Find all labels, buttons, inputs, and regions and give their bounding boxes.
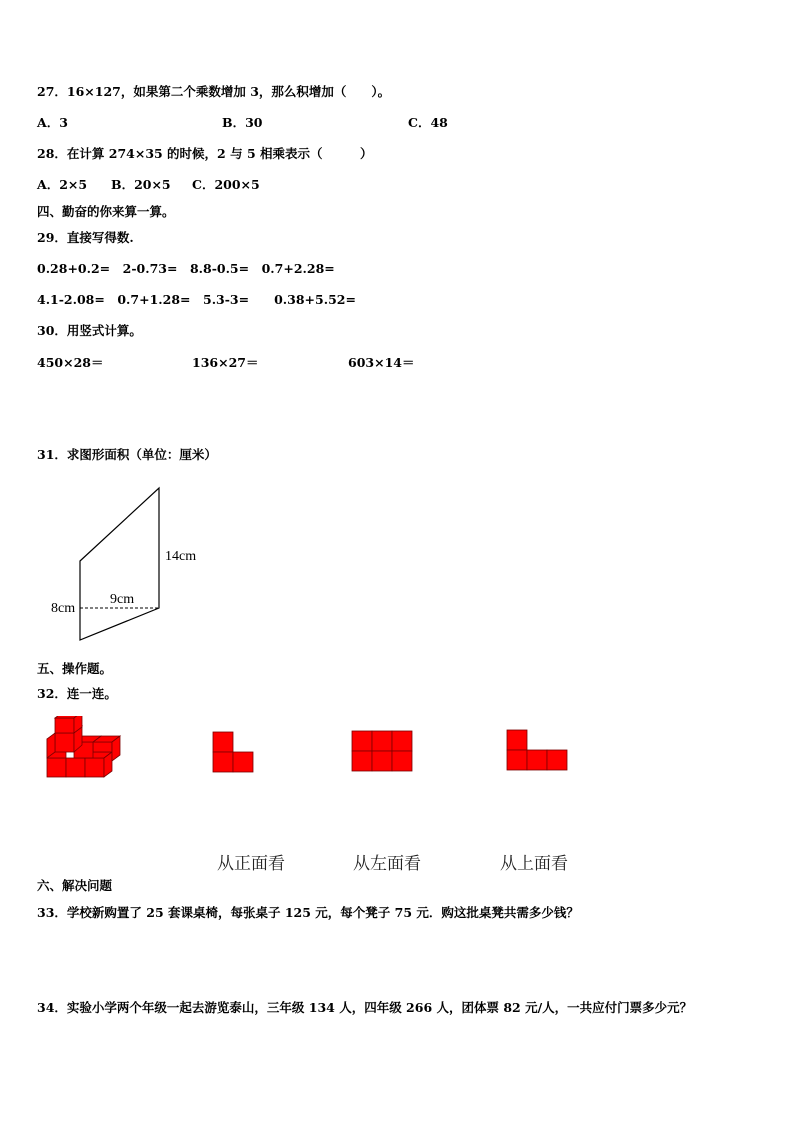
q27-option-c: C．48 — [408, 115, 448, 130]
q30-title: 30．用竖式计算。 — [37, 323, 142, 338]
q27-question: 27．16×127，如果第二个乘数增加 3，那么积增加（ ）。 — [37, 84, 391, 99]
section-5-heading: 五、操作题。 — [37, 661, 113, 676]
trapezoid-figure — [40, 480, 220, 650]
view-label-left: 从左面看 — [353, 854, 421, 874]
q28-option-c: C．200×5 — [192, 177, 260, 192]
q32-title: 32．连一连。 — [37, 686, 117, 701]
label-14cm: 14cm — [165, 549, 197, 564]
q28-option-b: B．20×5 — [111, 177, 171, 192]
view-figure-3 — [506, 729, 570, 772]
q30-item-1: 450×28＝ — [37, 355, 104, 370]
view-label-top: 从上面看 — [500, 854, 568, 874]
q29-title: 29．直接写得数. — [37, 230, 134, 245]
trapezoid-outline — [80, 488, 159, 640]
view-figure-1 — [212, 731, 256, 773]
q27-option-a: A．3 — [37, 115, 68, 130]
q28-question: 28．在计算 274×35 的时候，2 与 5 相乘表示（ ） — [37, 146, 373, 161]
q30-item-3: 603×14＝ — [348, 355, 415, 370]
q34-question: 34．实验小学两个年级一起去游览泰山，三年级 134 人，四年级 266 人，团体票 82 元/人，一共应付门票多少元？ — [37, 1000, 693, 1015]
section-4-heading: 四、勤奋的你来算一算。 — [37, 204, 175, 219]
view-figure-2 — [351, 730, 413, 773]
cube-solid-3d — [44, 716, 128, 782]
q30-item-2: 136×27＝ — [192, 355, 259, 370]
section-6-heading: 六、解决问题 — [37, 878, 113, 893]
label-9cm: 9cm — [110, 592, 135, 607]
q33-question: 33．学校新购置了 25 套课桌椅，每张桌子 125 元，每个凳子 75 元．购这批桌凳共需多少钱？ — [37, 905, 579, 920]
label-8cm: 8cm — [51, 601, 76, 616]
q29-row-1: 0.28+0.2= 2-0.73= 8.8-0.5= 0.7+2.28= — [37, 261, 335, 276]
q31-title: 31．求图形面积（单位：厘米） — [37, 447, 217, 462]
q29-row-2: 4.1-2.08= 0.7+1.28= 5.3-3= 0.38+5.52= — [37, 292, 356, 307]
q28-option-a: A．2×5 — [37, 177, 88, 192]
q27-option-b: B．30 — [222, 115, 263, 130]
view-label-front: 从正面看 — [217, 854, 285, 874]
